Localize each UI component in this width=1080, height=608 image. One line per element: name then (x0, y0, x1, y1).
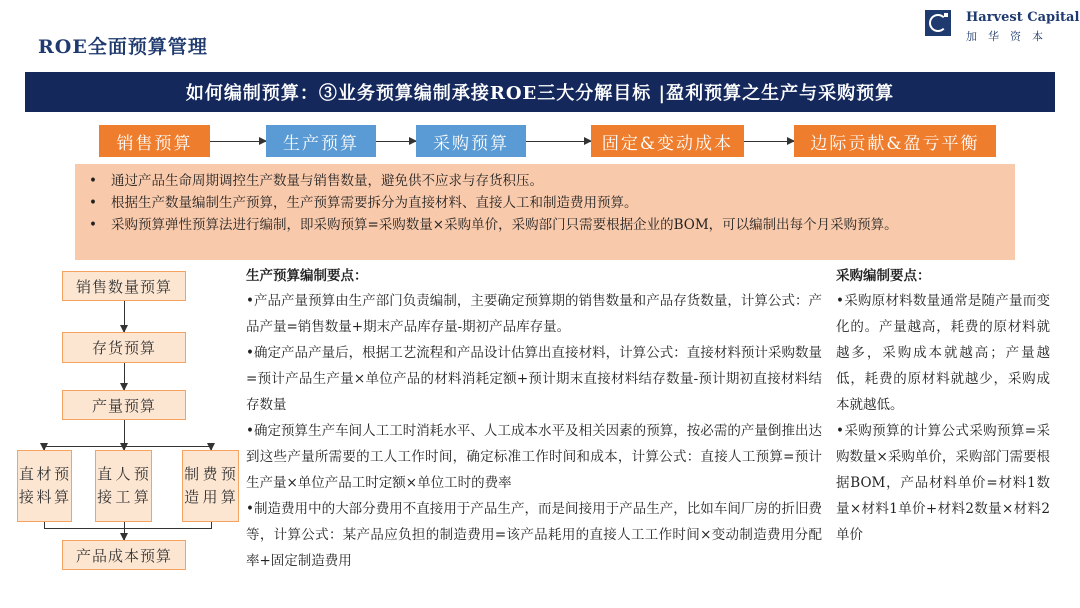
chart-node-direct-labor: 直接 人工 预算 (95, 450, 152, 522)
chart-node-overhead: 制造 费用 预算 (182, 450, 239, 522)
chart-node-sales-qty: 销售数量预算 (62, 271, 186, 301)
flow-step-production-budget: 生产预算 (266, 125, 376, 157)
flow-step-sales-budget: 销售预算 (99, 125, 210, 157)
production-point: •产品产量预算由生产部门负责编制，主要确定预算期的销售数量和产品存货数量，计算公式：产品产量=销售数量+期末产品库存量-期初产品库存量。 (246, 293, 822, 335)
chart-arrow (124, 363, 125, 390)
purchase-point: •采购原材料数量通常是随产量而变化的。产量越高，耗费的原材料就越多，采购成本就越高；产量越低，耗费的原材料就越少，采购成本就越低。 (836, 293, 1050, 413)
chart-node-production: 产量预算 (62, 390, 186, 420)
purchase-point: •采购预算的计算公式采购预算=采购数量×采购单价，采购部门需要根据BOM，产品材料单价=材料1数量×材料1单价+材料2数量×材料2单价 (836, 423, 1050, 543)
summary-item: • 通过产品生命周期调控生产数量与销售数量，避免供不应求与存货积压。 (89, 170, 1001, 192)
chart-arrow (124, 301, 125, 332)
production-point: •确定预算生产车间人工工时消耗水平、人工成本水平及相关因素的预算，按必需的产量倒推出达到这些产量所需要的工人工作时间，确定标准工作时间和成本，计算公式：直接人工预算=预计生产量×单位产品工时定额×单位工时的费率 (246, 423, 822, 491)
brand-name-cn: 加华资本 (966, 30, 1054, 43)
section-banner: 如何编制预算：③业务预算编制承接ROE三大分解目标 |盈利预算之生产与采购预算 (25, 72, 1055, 112)
flow-step-fixed-variable-cost: 固定&变动成本 (591, 125, 744, 157)
chart-arrow (124, 528, 125, 540)
chart-node-inventory: 存货预算 (62, 332, 186, 363)
production-point: •确定产品产量后，根据工艺流程和产品设计估算出直接材料，计算公式：直接材料预计采购数量=预计产品生产量×单位产品的材料消耗定额+预计期末直接材料结存数量-预计期初直接材料结存数量 (246, 345, 822, 413)
purchase-points-heading: 采购编制要点： (836, 268, 931, 284)
page-title: ROE全面预算管理 (38, 36, 208, 58)
summary-item: • 采购预算弹性预算法进行编制，即采购预算=采购数量×采购单价，采购部门只需要根据企业的BOM，可以编制出每个月采购预算。 (89, 214, 1016, 236)
brand-name-en: Harvest Capital (966, 10, 1080, 25)
production-points-body (246, 288, 822, 574)
production-points-heading: 生产预算编制要点： (246, 268, 368, 284)
flow-step-purchase-budget: 采购预算 (416, 125, 526, 157)
flow-arrow (526, 141, 591, 142)
flow-arrow (376, 141, 416, 142)
purchase-points-body (836, 288, 1050, 548)
chart-connector (44, 528, 212, 529)
chart-node-direct-material: 直接 材料 预算 (17, 450, 72, 522)
flow-step-contribution-breakeven: 边际贡献&盈亏平衡 (794, 125, 996, 157)
flow-arrow (210, 141, 266, 142)
flow-arrow (744, 141, 794, 142)
summary-box (75, 164, 1015, 260)
chart-node-product-cost: 产品成本预算 (62, 540, 186, 570)
production-point: •制造费用中的大部分费用不直接用于产品生产，而是间接用于产品生产，比如车间厂房的折旧费等，计算公式：某产品应负担的制造费用=该产品耗用的直接人工工作时间×变动制造费用分配率+固定制造费用 (246, 501, 822, 569)
summary-item: • 根据生产数量编制生产预算，生产预算需要拆分为直接材料、直接人工和制造费用预算。 (89, 192, 1001, 214)
harvest-capital-logo-icon (925, 10, 951, 36)
